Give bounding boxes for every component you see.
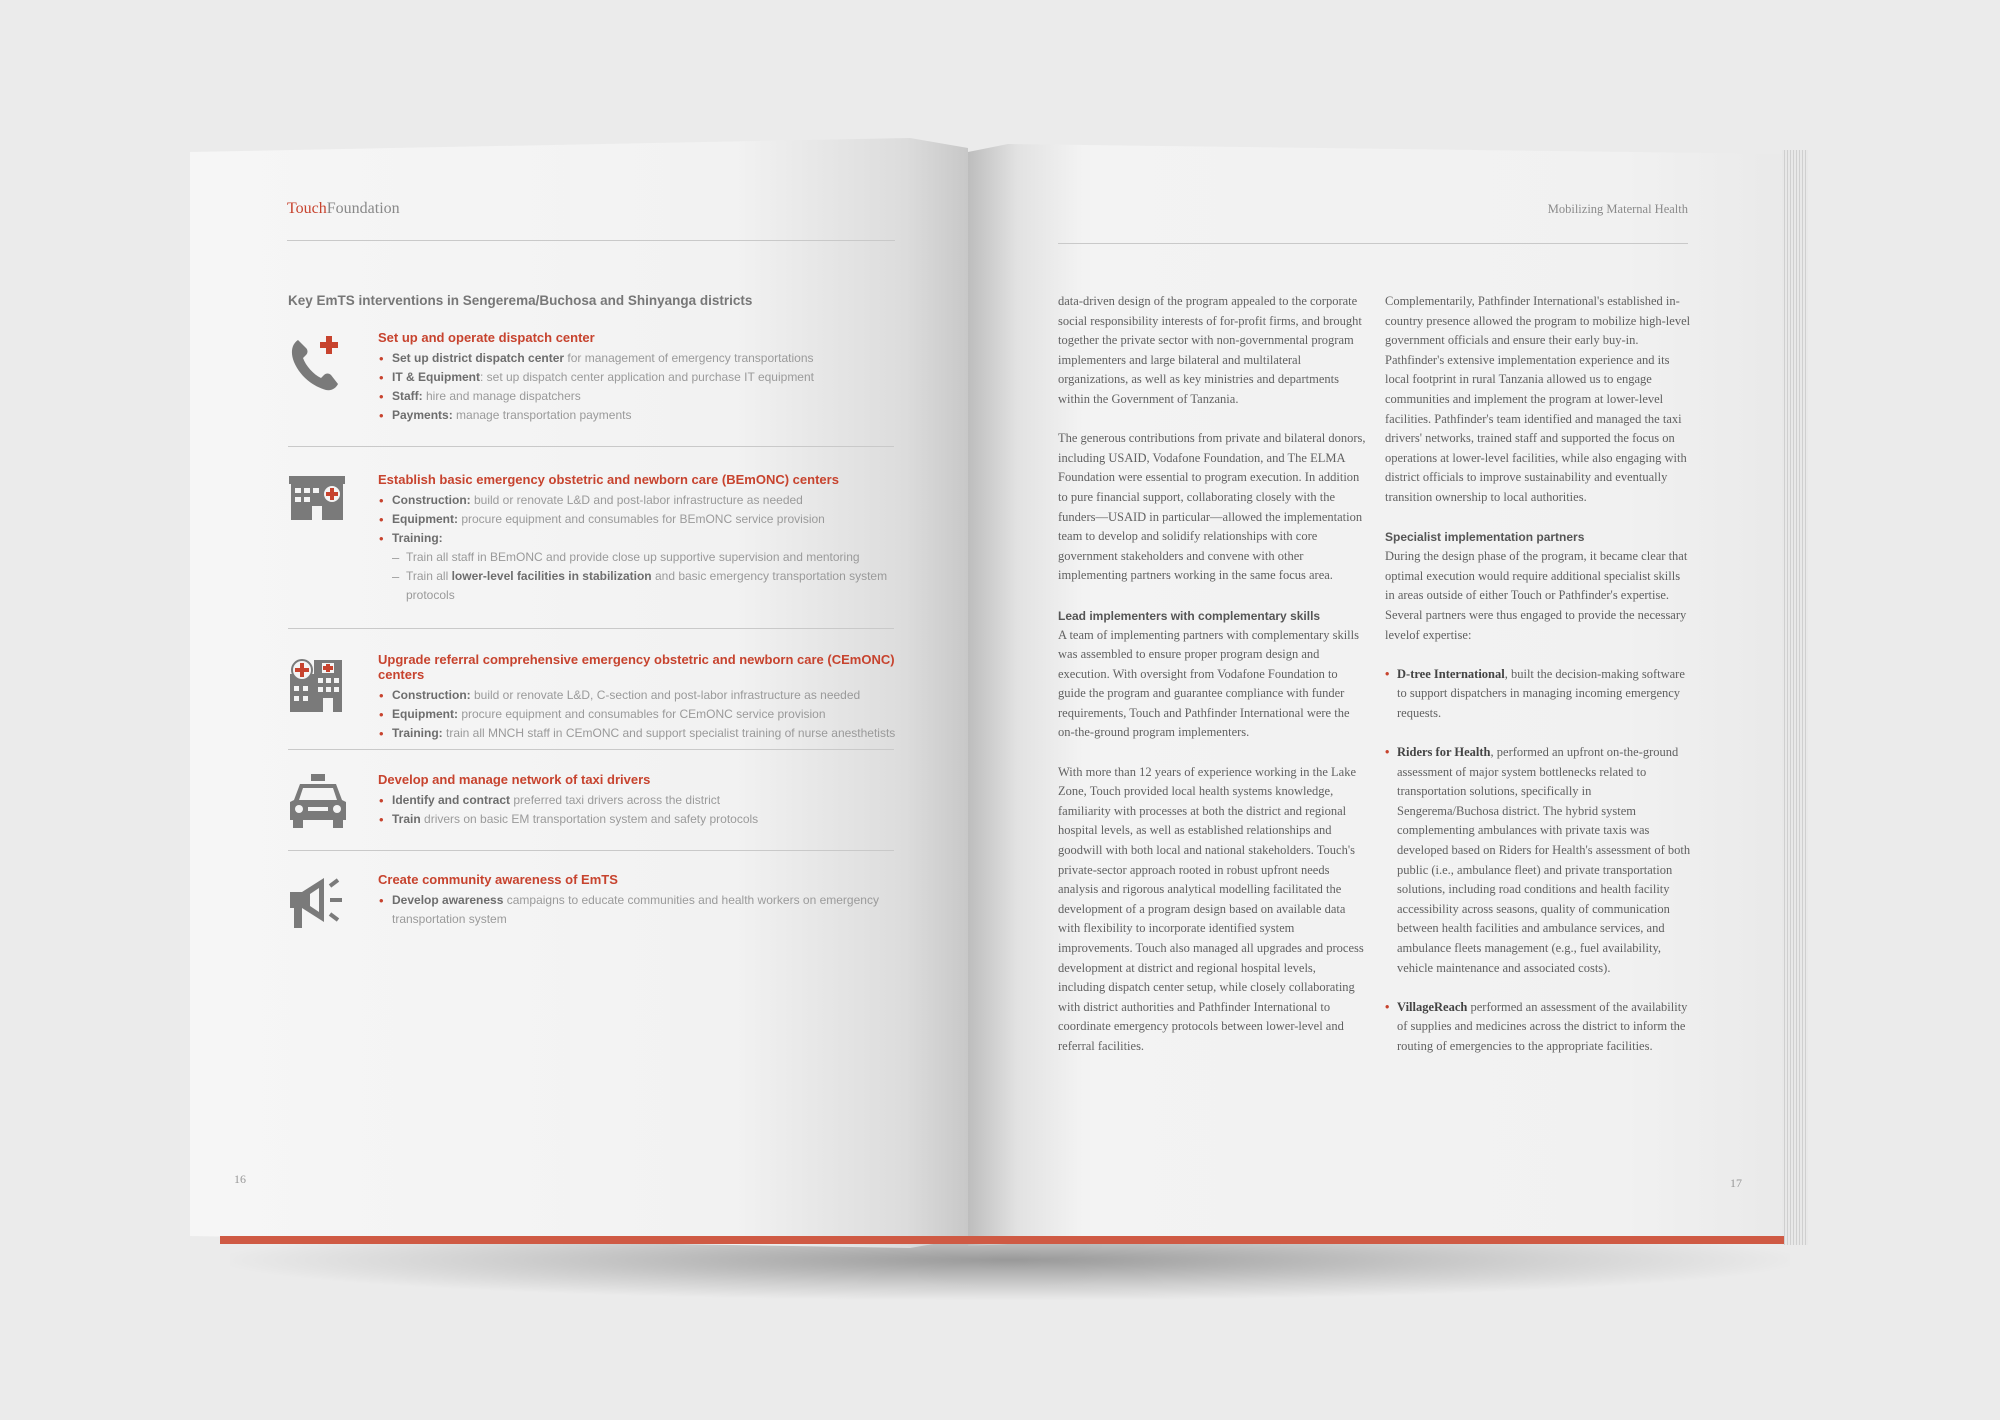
- phone-icon: [288, 334, 348, 394]
- header-rule: [287, 240, 895, 241]
- body-column-2: [1385, 292, 1691, 1057]
- paragraph: A team of implementing partners with complementary skills was assembled to ensure proper program design and execution. With oversight from Vodafone Foundation to guide the program and guarantee compliance with funder requirements, Touch and Pathfinder International were the on-the-ground program implementers.: [1058, 627, 1359, 740]
- list-item: • Staff: hire and manage dispatchers: [378, 387, 918, 406]
- list-item: • Identify and contract preferred taxi drivers across the district: [378, 791, 918, 810]
- section-divider: [288, 628, 894, 629]
- section-heading: Set up and operate dispatch center: [378, 330, 595, 345]
- sub-list-item: – Train all staff in BEmONC and provide close up supportive supervision and mentoring: [378, 548, 918, 567]
- paragraph: With more than 12 years of experience working in the Lake Zone, Touch provided local health systems knowledge, familiarity with processes at both the district and regional hospital levels, as well as established relationships and goodwill with both local and national stakeholders. Touch's private-sector approach rooted in robust upfront needs analysis and rigorous analytical modelling facilitated the development of a program design based on available data with flexibility to incorporate identified system improvements. Touch also managed all upgrades and process development at district and regional hospital levels, including dispatch center setup, while closely collaborating with district authorities and Pathfinder International to coordinate emergency protocols between lower-level and referral facilities.: [1058, 764, 1364, 1053]
- body-column-1: [1058, 292, 1366, 1057]
- page-title: Key EmTS interventions in Sengerema/Buchosa and Shinyanga districts: [288, 293, 753, 308]
- list-item: • D-tree International, built the decision-making software to support dispatchers in managing incoming emergency requests.: [1385, 665, 1691, 724]
- paragraph: The generous contributions from private and bilateral donors, including USAID, Vodafone Foundation, and The ELMA Foundation were essential to program execution. In addition to pure financial support, collaborating closely with the funders—USAID in particular—allowed the implementation team to develop and solidify relationships with core government stakeholders and convene with other implementing partners working in the same focus area.: [1058, 431, 1366, 583]
- page-number-right: 17: [1730, 1176, 1742, 1190]
- list-item: • VillageReach performed an assessment of the availability of supplies and medicines across the district to inform the routing of emergencies to the appropriate facilities.: [1385, 998, 1691, 1057]
- touch-foundation-logo: TouchFoundation: [287, 200, 400, 217]
- sub-list-item: – Train all lower-level facilities in stabilization and basic emergency transportation system protocols: [378, 567, 918, 605]
- list-item: • Equipment: procure equipment and consumables for BEmONC service provision: [378, 510, 918, 529]
- section-heading: Develop and manage network of taxi drivers: [378, 772, 651, 787]
- right-page-edge-band: [968, 1236, 1784, 1244]
- list-item: • IT & Equipment: set up dispatch center application and purchase IT equipment: [378, 368, 918, 387]
- section-divider: [288, 446, 894, 447]
- page-number-left: 16: [234, 1172, 246, 1186]
- list-item: • Construction: build or renovate L&D and post-labor infrastructure as needed: [378, 491, 918, 510]
- list-item: • Equipment: procure equipment and consumables for CEmONC service provision: [378, 705, 918, 724]
- paragraph: data-driven design of the program appealed to the corporate social responsibility interests of for-profit firms, and brought together the private sector with non-governmental program implementers and large bilateral and multilateral organizations, as well as key ministries and departments within the Government of Tanzania.: [1058, 294, 1362, 406]
- list-item: • Set up district dispatch center for management of emergency transportations: [378, 349, 918, 368]
- list-item: • Training:: [378, 529, 918, 548]
- paragraph: During the design phase of the program, it became clear that optimal execution would require additional specialist skills in areas outside of either Touch or Pathfinder's expertise. Several partners were thus engaged to provide the necessary levelof expertise:: [1385, 549, 1688, 642]
- taxi-icon: [288, 772, 348, 832]
- header-rule: [1058, 243, 1688, 244]
- section-divider: [288, 749, 894, 750]
- section-heading: Create community awareness of EmTS: [378, 872, 618, 887]
- left-page-edge-band: [220, 1236, 968, 1244]
- list-item: • Training: train all MNCH staff in CEmONC and support specialist training of nurse anesthetists: [378, 724, 918, 743]
- subheading: Lead implementers with complementary skills: [1058, 608, 1321, 623]
- section-heading: Establish basic emergency obstetric and newborn care (BEmONC) centers: [378, 472, 839, 487]
- list-item: • Payments: manage transportation payments: [378, 406, 918, 425]
- section-heading: Upgrade referral comprehensive emergency obstetric and newborn care (CEmONC) centers: [378, 652, 895, 682]
- list-item: • Develop awareness campaigns to educate communities and health workers on emergency transportation system: [378, 891, 918, 929]
- running-head: Mobilizing Maternal Health: [1547, 202, 1688, 216]
- megaphone-icon: [288, 872, 348, 932]
- paragraph: Complementarily, Pathfinder International's established in-country presence allowed the program to mobilize high-level government officials and ensure their early buy-in. Pathfinder's extensive implementation experience and its local footprint in rural Tanzania allowed us to engage communities and implement the program at lower-level facilities. Pathfinder's team identified and managed the taxi drivers' networks, trained staff and supported the focus on operations at lower-level facilities, while also engaging with district officials to improve sustainability and eventually transition ownership to local authorities.: [1385, 294, 1691, 504]
- list-item: • Train drivers on basic EM transportation system and safety protocols: [378, 810, 918, 829]
- section-divider: [288, 850, 894, 851]
- subheading: Specialist implementation partners: [1385, 530, 1585, 545]
- health-center-icon: [288, 472, 348, 532]
- list-item: • Riders for Health, performed an upfront on-the-ground assessment of major system bottlenecks related to transportation solutions, specifically in Sengerema/Buchosa district. The hybrid system complementing ambulances with private taxis was developed based on Riders for Health's assessment of both public (i.e., ambulance fleet) and private transportation solutions, including road conditions and health facility accessibility across seasons, quality of communication between health facilities and ambulance services, and ambulance fleets management (e.g., fuel availability, vehicle maintenance and associated costs).: [1385, 743, 1691, 978]
- hospital-icon: [288, 654, 348, 714]
- page-edge-stack: [1782, 150, 1808, 1245]
- list-item: • Construction: build or renovate L&D, C-section and post-labor infrastructure as needed: [378, 686, 918, 705]
